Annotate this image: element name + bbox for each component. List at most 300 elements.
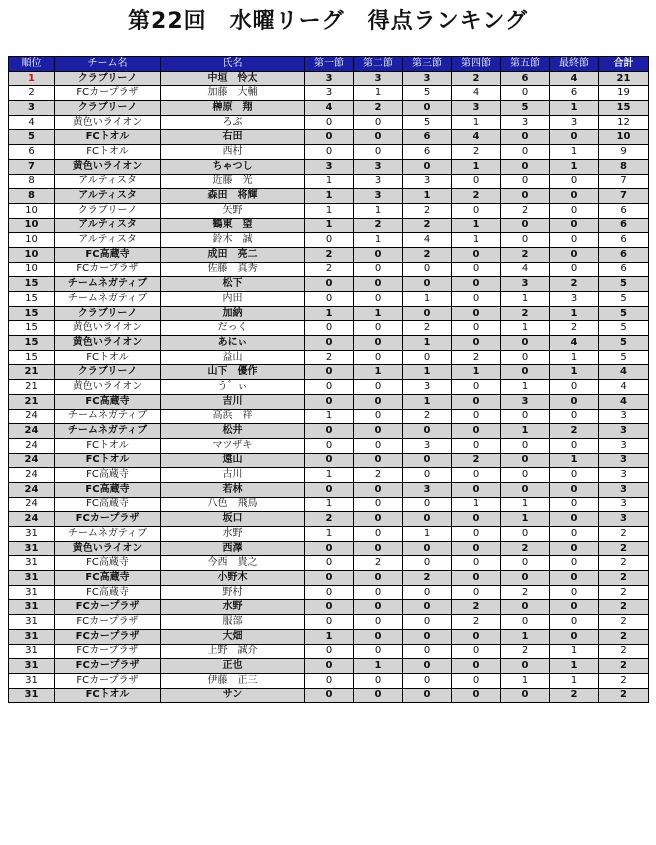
cell-team: FCカープラザ: [55, 629, 161, 644]
cell-team: FC高蔵寺: [55, 585, 161, 600]
cell-total: 6: [599, 203, 649, 218]
cell-round-2: 0: [354, 247, 403, 262]
cell-round-1: 0: [305, 321, 354, 336]
cell-total: 8: [599, 159, 649, 174]
cell-total: 5: [599, 350, 649, 365]
cell-rank: 21: [9, 365, 55, 380]
cell-total: 7: [599, 189, 649, 204]
cell-round-3: 0: [403, 262, 452, 277]
cell-round-1: 2: [305, 262, 354, 277]
cell-round-3: 6: [403, 145, 452, 160]
cell-round-3: 1: [403, 336, 452, 351]
cell-team: チームネガティブ: [55, 424, 161, 439]
cell-round-4: 0: [452, 512, 501, 527]
header-round-5: 第五節: [501, 57, 550, 72]
cell-round-5: 1: [501, 497, 550, 512]
table-row: [9, 629, 649, 644]
cell-round-3: 0: [403, 615, 452, 630]
cell-round-4: 0: [452, 409, 501, 424]
cell-rank: 15: [9, 336, 55, 351]
cell-round-1: 0: [305, 115, 354, 130]
cell-round-5: 3: [501, 115, 550, 130]
cell-round-2: 0: [354, 438, 403, 453]
cell-final-round: 0: [550, 600, 599, 615]
cell-team: アルティスタ: [55, 218, 161, 233]
cell-player-name: 右田: [161, 130, 305, 145]
cell-round-2: 0: [354, 380, 403, 395]
cell-team: クラブリーノ: [55, 71, 161, 86]
cell-round-2: 1: [354, 233, 403, 248]
cell-round-2: 0: [354, 571, 403, 586]
cell-round-5: 0: [501, 571, 550, 586]
cell-rank: 31: [9, 541, 55, 556]
cell-player-name: 成田 亮二: [161, 247, 305, 262]
cell-round-3: 3: [403, 174, 452, 189]
cell-round-4: 0: [452, 629, 501, 644]
cell-team: FC高蔵寺: [55, 468, 161, 483]
cell-round-2: 0: [354, 482, 403, 497]
page-title: 第22回 水曜リーグ 得点ランキング: [128, 9, 528, 34]
cell-player-name: マツザキ: [161, 438, 305, 453]
cell-round-2: 0: [354, 527, 403, 542]
cell-round-4: 0: [452, 527, 501, 542]
cell-round-4: 0: [452, 277, 501, 292]
cell-round-4: 2: [452, 189, 501, 204]
cell-round-1: 3: [305, 86, 354, 101]
cell-round-4: 2: [452, 600, 501, 615]
cell-round-1: 0: [305, 145, 354, 160]
cell-team: FC高蔵寺: [55, 571, 161, 586]
cell-total: 6: [599, 247, 649, 262]
table-row: [9, 247, 649, 262]
cell-total: 2: [599, 600, 649, 615]
cell-player-name: 正也: [161, 659, 305, 674]
table-row: [9, 615, 649, 630]
table-row: [9, 468, 649, 483]
cell-round-5: 0: [501, 527, 550, 542]
cell-total: 5: [599, 277, 649, 292]
cell-player-name: 古川: [161, 468, 305, 483]
cell-round-1: 4: [305, 101, 354, 116]
cell-total: 21: [599, 71, 649, 86]
cell-rank: 4: [9, 115, 55, 130]
table-row: [9, 527, 649, 542]
cell-final-round: 0: [550, 615, 599, 630]
cell-rank: 15: [9, 350, 55, 365]
cell-round-5: 0: [501, 174, 550, 189]
cell-final-round: 1: [550, 453, 599, 468]
cell-player-name: う゛ぃ: [161, 380, 305, 395]
cell-player-name: 益山: [161, 350, 305, 365]
cell-final-round: 0: [550, 585, 599, 600]
table-row: [9, 262, 649, 277]
cell-rank: 8: [9, 189, 55, 204]
cell-total: 5: [599, 306, 649, 321]
cell-round-5: 3: [501, 394, 550, 409]
cell-round-3: 0: [403, 277, 452, 292]
cell-total: 3: [599, 438, 649, 453]
cell-rank: 15: [9, 306, 55, 321]
header-player-name: 氏名: [161, 57, 305, 72]
cell-round-2: 0: [354, 688, 403, 703]
cell-round-2: 3: [354, 159, 403, 174]
table-row: [9, 512, 649, 527]
cell-round-2: 0: [354, 145, 403, 160]
cell-team: FCカープラザ: [55, 615, 161, 630]
cell-round-5: 0: [501, 218, 550, 233]
cell-final-round: 0: [550, 556, 599, 571]
table-row: [9, 336, 649, 351]
cell-player-name: 近藤 光: [161, 174, 305, 189]
cell-team: FCトオル: [55, 145, 161, 160]
cell-final-round: 0: [550, 541, 599, 556]
cell-round-2: 0: [354, 453, 403, 468]
cell-round-5: 2: [501, 644, 550, 659]
table-row: [9, 541, 649, 556]
cell-round-4: 2: [452, 615, 501, 630]
cell-round-5: 0: [501, 438, 550, 453]
cell-round-1: 1: [305, 497, 354, 512]
table-row: [9, 453, 649, 468]
cell-round-2: 3: [354, 174, 403, 189]
cell-round-2: 2: [354, 556, 403, 571]
cell-round-1: 2: [305, 512, 354, 527]
table-row: [9, 203, 649, 218]
header-round-4: 第四節: [452, 57, 501, 72]
cell-round-1: 0: [305, 424, 354, 439]
cell-round-1: 2: [305, 350, 354, 365]
cell-final-round: 0: [550, 629, 599, 644]
cell-total: 3: [599, 512, 649, 527]
header-team: チーム名: [55, 57, 161, 72]
cell-player-name: 西澤: [161, 541, 305, 556]
cell-rank: 24: [9, 424, 55, 439]
cell-team: FCトオル: [55, 453, 161, 468]
cell-round-1: 1: [305, 189, 354, 204]
cell-total: 2: [599, 615, 649, 630]
cell-round-4: 0: [452, 306, 501, 321]
cell-round-3: 0: [403, 659, 452, 674]
table-row: [9, 174, 649, 189]
cell-round-3: 0: [403, 673, 452, 688]
cell-total: 7: [599, 174, 649, 189]
cell-round-1: 0: [305, 585, 354, 600]
cell-round-5: 2: [501, 203, 550, 218]
header-round-1: 第一節: [305, 57, 354, 72]
cell-player-name: 坂口: [161, 512, 305, 527]
cell-player-name: だっく: [161, 321, 305, 336]
cell-team: FCカープラザ: [55, 644, 161, 659]
cell-team: クラブリーノ: [55, 101, 161, 116]
cell-rank: 1: [9, 71, 55, 86]
table-row: [9, 600, 649, 615]
cell-rank: 31: [9, 585, 55, 600]
table-row: [9, 438, 649, 453]
cell-round-5: 1: [501, 512, 550, 527]
cell-rank: 15: [9, 292, 55, 307]
cell-player-name: 水野: [161, 527, 305, 542]
cell-round-5: 4: [501, 262, 550, 277]
cell-round-4: 2: [452, 453, 501, 468]
cell-round-3: 0: [403, 497, 452, 512]
cell-final-round: 1: [550, 365, 599, 380]
cell-round-4: 0: [452, 424, 501, 439]
header-round-3: 第三節: [403, 57, 452, 72]
cell-total: 2: [599, 527, 649, 542]
table-row: [9, 571, 649, 586]
cell-player-name: 小野木: [161, 571, 305, 586]
cell-round-5: 0: [501, 189, 550, 204]
cell-player-name: 上野 誠介: [161, 644, 305, 659]
table-row: [9, 292, 649, 307]
cell-final-round: 1: [550, 659, 599, 674]
cell-round-5: 0: [501, 130, 550, 145]
cell-round-4: 0: [452, 659, 501, 674]
cell-team: FC高蔵寺: [55, 482, 161, 497]
cell-round-1: 0: [305, 233, 354, 248]
cell-team: FCトオル: [55, 350, 161, 365]
cell-rank: 31: [9, 615, 55, 630]
cell-rank: 31: [9, 600, 55, 615]
cell-player-name: サン: [161, 688, 305, 703]
cell-round-2: 1: [354, 365, 403, 380]
cell-round-2: 0: [354, 130, 403, 145]
table-row: [9, 365, 649, 380]
cell-final-round: 3: [550, 115, 599, 130]
cell-player-name: 矢野: [161, 203, 305, 218]
cell-player-name: ろぶ: [161, 115, 305, 130]
cell-round-4: 0: [452, 585, 501, 600]
cell-round-1: 1: [305, 409, 354, 424]
cell-rank: 24: [9, 438, 55, 453]
cell-team: 黄色いライオン: [55, 541, 161, 556]
cell-team: チームネガティブ: [55, 292, 161, 307]
cell-round-3: 0: [403, 468, 452, 483]
cell-team: チームネガティブ: [55, 277, 161, 292]
table-row: [9, 644, 649, 659]
cell-round-4: 0: [452, 247, 501, 262]
cell-total: 3: [599, 409, 649, 424]
cell-total: 3: [599, 453, 649, 468]
cell-round-2: 0: [354, 394, 403, 409]
table-row: [9, 688, 649, 703]
cell-player-name: 鈴木 誠: [161, 233, 305, 248]
cell-final-round: 0: [550, 247, 599, 262]
cell-final-round: 6: [550, 86, 599, 101]
cell-player-name: 内田: [161, 292, 305, 307]
cell-round-3: 1: [403, 189, 452, 204]
cell-round-4: 0: [452, 380, 501, 395]
cell-round-4: 2: [452, 350, 501, 365]
cell-final-round: 0: [550, 262, 599, 277]
cell-final-round: 2: [550, 277, 599, 292]
table-header-row: [9, 57, 649, 72]
header-rank: 順位: [9, 57, 55, 72]
cell-final-round: 1: [550, 306, 599, 321]
cell-player-name: 今西 貴之: [161, 556, 305, 571]
table-row: [9, 424, 649, 439]
cell-round-5: 0: [501, 365, 550, 380]
cell-round-3: 0: [403, 600, 452, 615]
cell-round-2: 0: [354, 497, 403, 512]
cell-round-3: 2: [403, 409, 452, 424]
cell-round-3: 2: [403, 571, 452, 586]
cell-player-name: 西村: [161, 145, 305, 160]
cell-round-1: 0: [305, 673, 354, 688]
cell-round-3: 2: [403, 247, 452, 262]
table-row: [9, 659, 649, 674]
cell-final-round: 0: [550, 497, 599, 512]
cell-round-3: 0: [403, 629, 452, 644]
table-row: [9, 409, 649, 424]
cell-rank: 6: [9, 145, 55, 160]
cell-round-5: 0: [501, 86, 550, 101]
cell-round-5: 0: [501, 468, 550, 483]
table-body: [9, 71, 649, 703]
cell-round-4: 0: [452, 541, 501, 556]
cell-total: 2: [599, 585, 649, 600]
cell-round-2: 0: [354, 277, 403, 292]
table-row: [9, 556, 649, 571]
cell-round-5: 0: [501, 409, 550, 424]
cell-round-4: 0: [452, 438, 501, 453]
cell-final-round: 0: [550, 512, 599, 527]
cell-round-1: 0: [305, 394, 354, 409]
cell-final-round: 0: [550, 571, 599, 586]
cell-team: 黄色いライオン: [55, 380, 161, 395]
cell-team: FCカープラザ: [55, 673, 161, 688]
table-row: [9, 277, 649, 292]
cell-player-name: 伊藤 正三: [161, 673, 305, 688]
cell-round-3: 1: [403, 394, 452, 409]
cell-team: FC高蔵寺: [55, 556, 161, 571]
cell-round-2: 3: [354, 189, 403, 204]
cell-team: FCカープラザ: [55, 659, 161, 674]
cell-round-2: 0: [354, 644, 403, 659]
cell-team: アルティスタ: [55, 233, 161, 248]
cell-round-4: 0: [452, 673, 501, 688]
cell-rank: 24: [9, 497, 55, 512]
cell-total: 5: [599, 321, 649, 336]
cell-team: FC高蔵寺: [55, 394, 161, 409]
header-round-2: 第二節: [354, 57, 403, 72]
cell-total: 2: [599, 688, 649, 703]
cell-total: 4: [599, 394, 649, 409]
cell-team: アルティスタ: [55, 174, 161, 189]
cell-player-name: 若林: [161, 482, 305, 497]
cell-total: 3: [599, 497, 649, 512]
table-row: [9, 145, 649, 160]
cell-player-name: 遠山: [161, 453, 305, 468]
cell-final-round: 0: [550, 130, 599, 145]
cell-final-round: 3: [550, 292, 599, 307]
cell-round-5: 1: [501, 673, 550, 688]
cell-round-4: 3: [452, 101, 501, 116]
cell-round-2: 1: [354, 203, 403, 218]
cell-round-4: 0: [452, 203, 501, 218]
cell-round-3: 3: [403, 71, 452, 86]
cell-round-2: 0: [354, 541, 403, 556]
cell-total: 15: [599, 101, 649, 116]
cell-rank: 7: [9, 159, 55, 174]
table-row: [9, 306, 649, 321]
cell-round-1: 3: [305, 159, 354, 174]
cell-round-4: 1: [452, 233, 501, 248]
cell-team: FCカープラザ: [55, 512, 161, 527]
cell-round-3: 2: [403, 218, 452, 233]
cell-total: 2: [599, 629, 649, 644]
cell-total: 3: [599, 468, 649, 483]
cell-round-3: 0: [403, 424, 452, 439]
cell-round-5: 0: [501, 336, 550, 351]
cell-total: 6: [599, 233, 649, 248]
cell-final-round: 0: [550, 482, 599, 497]
cell-round-4: 4: [452, 86, 501, 101]
cell-rank: 21: [9, 394, 55, 409]
cell-player-name: ちゃつし: [161, 159, 305, 174]
cell-final-round: 0: [550, 527, 599, 542]
cell-total: 10: [599, 130, 649, 145]
cell-round-5: 2: [501, 306, 550, 321]
cell-rank: 8: [9, 174, 55, 189]
cell-round-3: 3: [403, 380, 452, 395]
table-row: [9, 130, 649, 145]
cell-round-4: 0: [452, 336, 501, 351]
cell-total: 2: [599, 659, 649, 674]
cell-final-round: 2: [550, 424, 599, 439]
cell-team: FCトオル: [55, 438, 161, 453]
cell-player-name: 大畑: [161, 629, 305, 644]
cell-round-3: 3: [403, 438, 452, 453]
cell-total: 5: [599, 292, 649, 307]
cell-round-1: 1: [305, 468, 354, 483]
cell-round-1: 0: [305, 365, 354, 380]
cell-round-2: 1: [354, 659, 403, 674]
cell-team: チームネガティブ: [55, 409, 161, 424]
cell-team: 黄色いライオン: [55, 321, 161, 336]
cell-round-5: 0: [501, 453, 550, 468]
cell-team: クラブリーノ: [55, 203, 161, 218]
cell-player-name: 森田 将輝: [161, 189, 305, 204]
cell-rank: 31: [9, 571, 55, 586]
cell-player-name: 松井: [161, 424, 305, 439]
cell-round-2: 1: [354, 306, 403, 321]
table-row: [9, 350, 649, 365]
cell-player-name: 佐藤 真秀: [161, 262, 305, 277]
cell-round-3: 2: [403, 203, 452, 218]
cell-round-4: 0: [452, 556, 501, 571]
cell-team: 黄色いライオン: [55, 115, 161, 130]
cell-final-round: 0: [550, 438, 599, 453]
cell-total: 3: [599, 424, 649, 439]
cell-round-1: 0: [305, 600, 354, 615]
cell-round-2: 2: [354, 468, 403, 483]
table-row: [9, 71, 649, 86]
cell-final-round: 2: [550, 321, 599, 336]
cell-total: 2: [599, 571, 649, 586]
cell-round-1: 0: [305, 688, 354, 703]
cell-round-1: 0: [305, 292, 354, 307]
ranking-table: [8, 56, 649, 703]
cell-round-3: 0: [403, 688, 452, 703]
cell-round-1: 3: [305, 71, 354, 86]
cell-team: FC高蔵寺: [55, 497, 161, 512]
cell-round-1: 1: [305, 527, 354, 542]
cell-round-4: 1: [452, 218, 501, 233]
cell-rank: 10: [9, 203, 55, 218]
cell-round-5: 0: [501, 350, 550, 365]
cell-round-2: 1: [354, 86, 403, 101]
